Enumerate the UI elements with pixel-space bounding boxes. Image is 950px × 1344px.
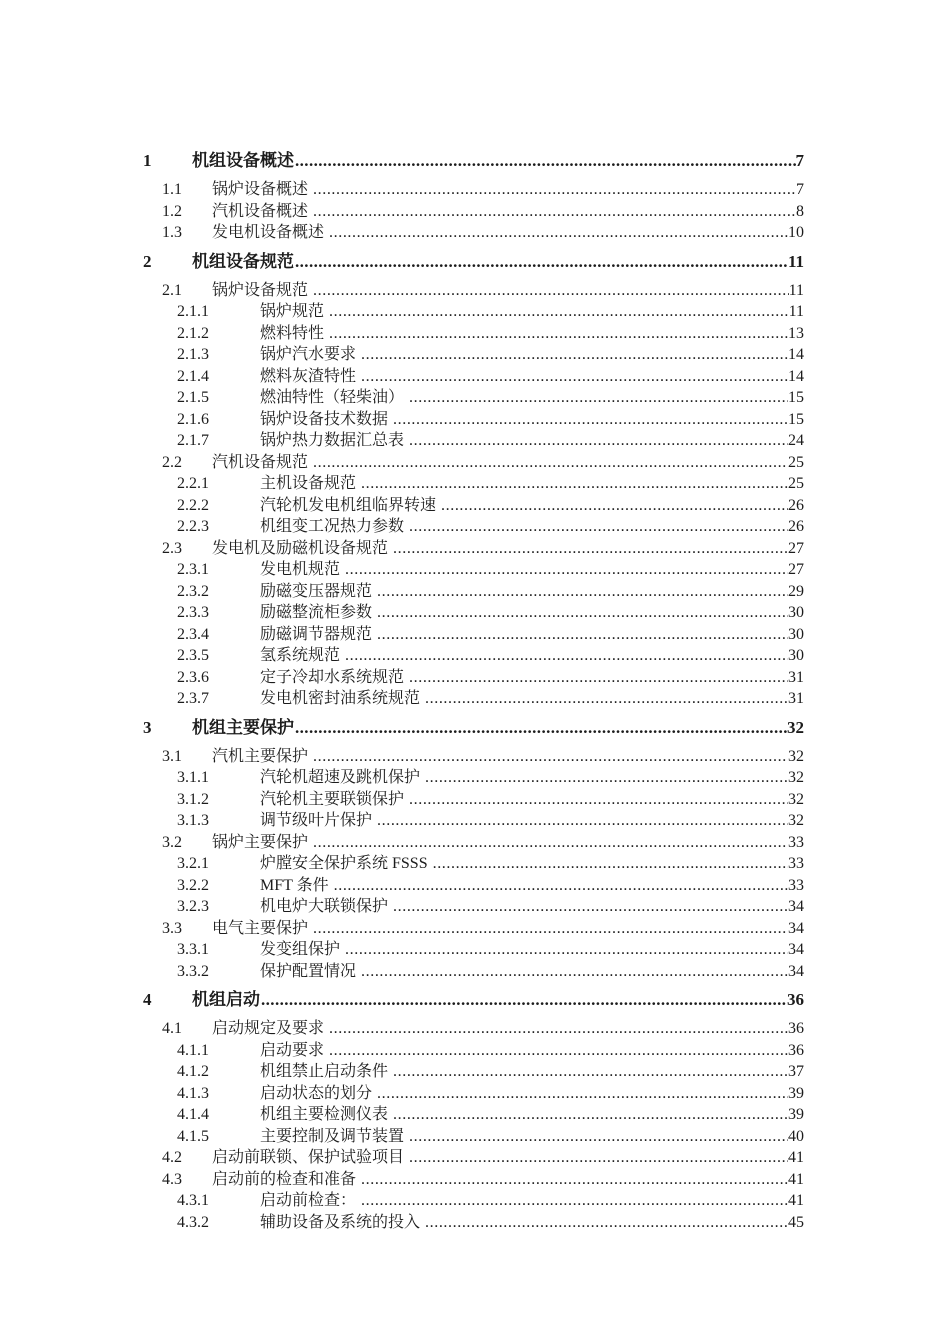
toc-entry-number: 4.3.1 [177, 1192, 209, 1209]
toc-entry-page: 39 [788, 1106, 804, 1123]
toc-entry-page: 31 [788, 668, 804, 686]
toc-entry [143, 1083, 804, 1105]
toc-entry-number: 2.2.3 [177, 518, 209, 535]
toc-entry [143, 538, 804, 560]
toc-entry [143, 344, 804, 366]
toc-entry-number: 2.2 [162, 453, 182, 471]
toc-entry-page: 32 [788, 747, 804, 765]
dot-leader [372, 1083, 788, 1105]
toc-entry-page: 15 [788, 410, 804, 428]
toc-entry-number: 2.1.7 [177, 432, 209, 449]
toc-entry-page: 11 [788, 303, 804, 320]
toc-entry-page: 26 [788, 496, 804, 514]
toc-entry-number: 2.1.3 [177, 346, 209, 363]
toc-entry-number: 4.1.1 [177, 1041, 209, 1059]
dot-leader [404, 430, 788, 452]
toc-entry-page: 37 [788, 1063, 804, 1080]
dot-leader [372, 810, 788, 832]
toc-entry-number: 2.1.5 [177, 389, 209, 406]
toc-entry-title: 锅炉设备技术数据 [260, 410, 389, 428]
toc-entry-title: 启动规定及要求 [212, 1020, 325, 1037]
toc-entry-title: 启动状态的划分 [260, 1084, 373, 1102]
toc-entry [143, 810, 804, 832]
toc-entry-number: 4.1.3 [177, 1084, 209, 1102]
toc-entry [143, 989, 804, 1011]
toc-entry-title: 燃料特性 [260, 324, 325, 342]
dot-leader [294, 251, 788, 273]
toc-entry-title: MFT 条件 [260, 876, 329, 894]
toc-entry-number: 3.1.2 [177, 790, 209, 808]
toc-entry-number: 4.3.2 [177, 1213, 209, 1231]
toc-entry-number: 2.3.2 [177, 582, 209, 600]
dot-leader [420, 1212, 788, 1234]
toc-entry [143, 896, 804, 918]
toc-entry-page: 33 [788, 855, 804, 872]
toc-entry-number: 2 [143, 251, 152, 271]
toc-entry-page: 30 [788, 647, 804, 664]
toc-entry-page: 39 [788, 1084, 804, 1102]
toc-entry-title: 发电机规范 [260, 561, 341, 578]
toc-entry-page: 34 [788, 898, 804, 915]
toc-entry-page: 32 [788, 769, 804, 786]
dot-leader [308, 832, 788, 854]
dot-leader [372, 624, 788, 646]
dot-leader [436, 495, 788, 517]
dot-leader [308, 280, 789, 302]
toc-entry-number: 4.2 [162, 1149, 182, 1166]
toc-entry-title: 机电炉大联锁保护 [260, 898, 389, 915]
toc-entry [143, 1190, 804, 1212]
toc-entry-title: 氢系统规范 [260, 647, 341, 664]
toc-entry-number: 3 [143, 717, 152, 737]
toc-entry-title: 发电机设备概述 [212, 224, 325, 241]
toc-entry-number: 4.1 [162, 1020, 182, 1037]
toc-entry [143, 495, 804, 517]
dot-leader [404, 667, 788, 689]
toc-entry [143, 516, 804, 538]
toc-entry-number: 2.3.5 [177, 647, 209, 664]
toc-entry-page: 33 [788, 876, 804, 894]
toc-entry-page: 40 [788, 1127, 804, 1145]
toc-entry-number: 3.3 [162, 919, 182, 937]
toc-entry [143, 961, 804, 983]
dot-leader [356, 961, 788, 983]
toc-entry-page: 27 [788, 539, 804, 557]
dot-leader [324, 222, 788, 244]
toc-entry-page: 10 [788, 224, 804, 241]
dot-leader [388, 1104, 788, 1126]
dot-leader [294, 150, 796, 172]
toc-entry-title: 启动前检查： [260, 1192, 357, 1209]
toc-entry-title: 发电机密封油系统规范 [260, 690, 421, 707]
toc-entry-title: 励磁整流柜参数 [260, 604, 373, 621]
toc-entry [143, 1169, 804, 1191]
toc-entry-page: 14 [788, 346, 804, 363]
toc-entry-number: 2.3.7 [177, 690, 209, 707]
dot-leader [428, 853, 788, 875]
toc-entry [143, 789, 804, 811]
toc-entry-title: 启动前联锁、保护试验项目 [212, 1149, 405, 1166]
toc-entry-number: 3.2.3 [177, 898, 209, 915]
dot-leader [329, 875, 788, 897]
toc-entry-number: 1 [143, 151, 152, 170]
toc-entry-number: 2.1.6 [177, 410, 209, 428]
dot-leader [388, 538, 788, 560]
dot-leader [356, 1190, 788, 1212]
toc-entry [143, 150, 804, 172]
toc-entry [143, 323, 804, 345]
toc-entry-title: 启动前的检查和准备 [212, 1170, 357, 1188]
toc-entry-number: 2.3.1 [177, 561, 209, 578]
toc-entry-page: 24 [788, 432, 804, 449]
toc-entry-page: 25 [788, 475, 804, 492]
dot-leader [356, 1169, 788, 1191]
toc-entry-title: 燃料灰渣特性 [260, 367, 357, 385]
toc-entry-number: 2.1.4 [177, 367, 209, 385]
toc-entry-number: 3.1.1 [177, 769, 209, 786]
toc-entry [143, 179, 804, 201]
dot-leader [388, 896, 788, 918]
toc-entry-title: 机组主要检测仪表 [260, 1106, 389, 1123]
toc-entry-page: 36 [787, 990, 804, 1009]
toc-entry [143, 746, 804, 768]
dot-leader [308, 201, 796, 223]
toc-entry [143, 430, 804, 452]
toc-entry-page: 41 [788, 1192, 804, 1209]
toc-entry-title: 锅炉设备规范 [212, 281, 309, 299]
toc-entry-title: 机组启动 [192, 990, 260, 1009]
dot-leader [308, 918, 788, 940]
toc-entry-number: 1.1 [162, 181, 182, 198]
toc-entry-number: 4.3 [162, 1170, 182, 1188]
toc-entry [143, 559, 804, 581]
toc-entry-page: 7 [795, 151, 804, 170]
toc-entry [143, 251, 804, 273]
toc-entry-page: 30 [788, 604, 804, 621]
toc-entry-number: 4 [143, 990, 152, 1009]
toc-entry [143, 1040, 804, 1062]
toc-entry-title: 电气主要保护 [212, 919, 309, 937]
toc-entry-page: 41 [788, 1170, 804, 1188]
toc-entry-title: 锅炉设备概述 [212, 181, 309, 198]
toc-entry-title: 主机设备规范 [260, 475, 357, 492]
dot-leader [388, 1061, 788, 1083]
toc-entry [143, 832, 804, 854]
toc-entry-page: 13 [788, 324, 804, 342]
dot-leader [324, 1040, 788, 1062]
toc-entry [143, 387, 804, 409]
toc-entry [143, 767, 804, 789]
toc-entry [143, 222, 804, 244]
toc-entry-title: 发变组保护 [260, 941, 341, 958]
dot-leader [356, 344, 788, 366]
toc-entry-page: 41 [788, 1149, 804, 1166]
toc-entry-title: 锅炉规范 [260, 303, 325, 320]
toc-entry-number: 2.3 [162, 539, 182, 557]
dot-leader [340, 939, 788, 961]
toc-entry-page: 32 [788, 790, 804, 808]
toc-entry-title: 锅炉热力数据汇总表 [260, 432, 405, 449]
dot-leader [308, 179, 796, 201]
toc-entry [143, 853, 804, 875]
dot-leader [404, 516, 788, 538]
toc-entry [143, 1147, 804, 1169]
toc-entry-number: 2.3.6 [177, 668, 209, 686]
toc-entry-title: 机组主要保护 [192, 717, 294, 737]
toc-entry-number: 3.3.2 [177, 962, 209, 980]
toc-entry-title: 燃油特性（轻柴油） [260, 389, 405, 406]
toc-entry-page: 34 [788, 962, 804, 980]
toc-entry-number: 4.1.2 [177, 1063, 209, 1080]
dot-leader [308, 746, 788, 768]
toc-entry-title: 锅炉主要保护 [212, 833, 309, 851]
toc-entry [143, 1061, 804, 1083]
toc-entry [143, 452, 804, 474]
toc-entry-number: 1.2 [162, 202, 182, 220]
toc-entry [143, 918, 804, 940]
toc-entry-page: 30 [788, 625, 804, 643]
toc-entry [143, 667, 804, 689]
toc-entry-page: 27 [788, 561, 804, 578]
dot-leader [260, 989, 787, 1011]
toc-entry-page: 7 [796, 181, 804, 198]
toc-entry [143, 939, 804, 961]
toc-entry [143, 688, 804, 710]
toc-entry-number: 1.3 [162, 224, 182, 241]
toc-entry-number: 3.2 [162, 833, 182, 851]
toc-entry-page: 26 [788, 518, 804, 535]
dot-leader [388, 409, 788, 431]
dot-leader [404, 1147, 788, 1169]
toc-entry [143, 624, 804, 646]
dot-leader [420, 767, 788, 789]
toc-entry-number: 4.1.4 [177, 1106, 209, 1123]
toc-entry-page: 33 [788, 833, 804, 851]
toc-entry-page: 36 [788, 1041, 804, 1059]
toc-entry [143, 1104, 804, 1126]
toc-entry-number: 2.3.4 [177, 625, 209, 643]
dot-leader [340, 645, 788, 667]
toc-entry-title: 调节级叶片保护 [260, 812, 373, 829]
dot-leader [308, 452, 788, 474]
toc-entry-number: 2.1 [162, 281, 182, 299]
toc-entry-page: 14 [788, 367, 804, 385]
toc-entry-number: 3.3.1 [177, 941, 209, 958]
toc-entry [143, 645, 804, 667]
toc-entry-page: 8 [796, 202, 804, 220]
dot-leader [324, 1018, 788, 1040]
toc-entry-title: 汽轮机超速及跳机保护 [260, 769, 421, 786]
dot-leader [372, 602, 788, 624]
toc-entry-page: 11 [787, 251, 804, 271]
toc-entry [143, 409, 804, 431]
dot-leader [420, 688, 788, 710]
toc-entry [143, 1126, 804, 1148]
toc-entry-number: 4.1.5 [177, 1127, 209, 1145]
dot-leader [294, 717, 787, 739]
toc-entry [143, 473, 804, 495]
dot-leader [356, 473, 788, 495]
toc-entry-title: 励磁调节器规范 [260, 625, 373, 643]
toc-entry-number: 3.2.1 [177, 855, 209, 872]
toc-entry-title: 炉膛安全保护系统 FSSS [260, 855, 428, 872]
toc-entry [143, 301, 804, 323]
toc-entry-page: 15 [788, 389, 804, 406]
toc-entry-title: 汽轮机主要联锁保护 [260, 790, 405, 808]
toc-entry-title: 机组禁止启动条件 [260, 1063, 389, 1080]
toc-entry-page: 29 [788, 582, 804, 600]
toc-entry [143, 280, 804, 302]
toc-entry-page: 45 [788, 1213, 804, 1231]
dot-leader [404, 789, 788, 811]
toc-entry-number: 3.1 [162, 747, 182, 765]
toc-entry-title: 辅助设备及系统的投入 [260, 1213, 421, 1231]
toc-entry-title: 励磁变压器规范 [260, 582, 373, 600]
toc-entry-title: 主要控制及调节装置 [260, 1127, 405, 1145]
table-of-contents [143, 150, 804, 1233]
toc-entry-number: 3.1.3 [177, 812, 209, 829]
toc-entry-title: 汽轮机发电机组临界转速 [260, 496, 437, 514]
toc-entry [143, 1018, 804, 1040]
toc-entry [143, 717, 804, 739]
toc-entry-number: 2.3.3 [177, 604, 209, 621]
dot-leader [324, 323, 788, 345]
toc-entry-page: 36 [788, 1020, 804, 1037]
dot-leader [340, 559, 788, 581]
toc-entry [143, 366, 804, 388]
toc-entry-page: 25 [788, 453, 804, 471]
toc-entry [143, 581, 804, 603]
dot-leader [324, 301, 789, 323]
toc-entry-page: 32 [788, 812, 804, 829]
toc-entry-title: 锅炉汽水要求 [260, 346, 357, 363]
toc-entry-page: 11 [788, 281, 804, 299]
toc-entry-title: 机组变工况热力参数 [260, 518, 405, 535]
toc-entry-title: 汽机主要保护 [212, 747, 309, 765]
toc-entry-title: 定子冷却水系统规范 [260, 668, 405, 686]
toc-entry-title: 汽机设备规范 [212, 453, 309, 471]
toc-entry [143, 1212, 804, 1234]
toc-entry-number: 2.1.2 [177, 324, 209, 342]
dot-leader [372, 581, 788, 603]
toc-entry-title: 汽机设备概述 [212, 202, 309, 220]
toc-entry-number: 3.2.2 [177, 876, 209, 894]
toc-entry-title: 机组设备概述 [192, 151, 294, 170]
dot-leader [404, 387, 788, 409]
toc-entry-number: 2.2.1 [177, 475, 209, 492]
toc-entry-title: 保护配置情况 [260, 962, 357, 980]
dot-leader [356, 366, 788, 388]
toc-entry-number: 2.2.2 [177, 496, 209, 514]
toc-entry-title: 发电机及励磁机设备规范 [212, 539, 389, 557]
toc-entry-page: 32 [787, 717, 804, 737]
toc-entry [143, 875, 804, 897]
toc-entry-title: 机组设备规范 [192, 251, 294, 271]
toc-entry [143, 201, 804, 223]
toc-entry-page: 31 [788, 690, 804, 707]
toc-entry-page: 34 [788, 919, 804, 937]
toc-entry [143, 602, 804, 624]
dot-leader [404, 1126, 788, 1148]
toc-entry-title: 启动要求 [260, 1041, 325, 1059]
toc-entry-number: 2.1.1 [177, 303, 209, 320]
toc-entry-page: 34 [788, 941, 804, 958]
